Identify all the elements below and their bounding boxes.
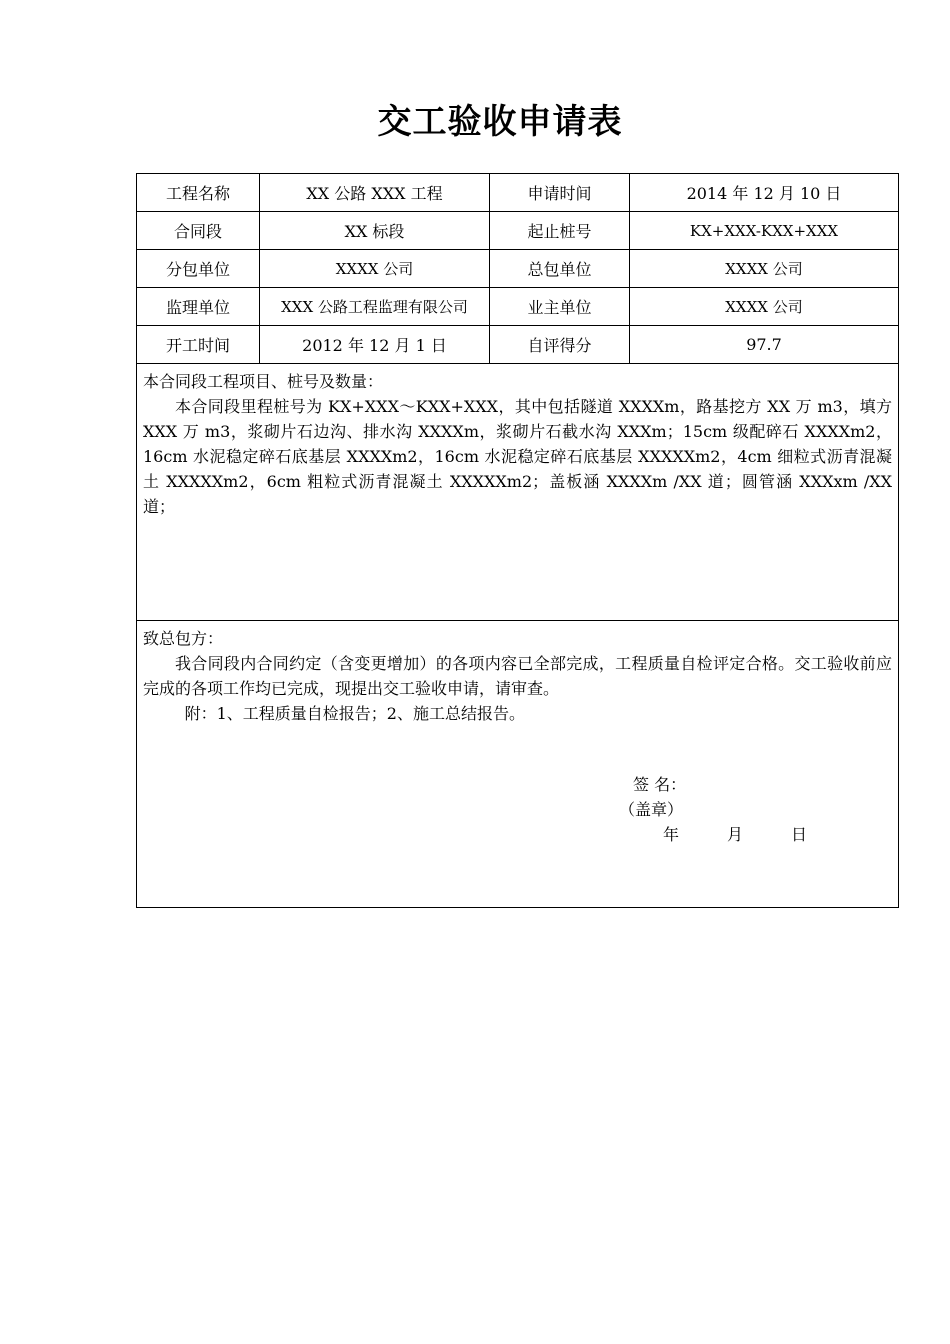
table-row <box>137 174 899 212</box>
field-value-project-name: XX 公路 XXX 工程 <box>260 174 490 212</box>
field-label-start-date: 开工时间 <box>137 326 260 364</box>
field-label-contract-section: 合同段 <box>137 212 260 250</box>
seal-label: （盖章） <box>619 800 684 819</box>
table-row <box>137 621 899 908</box>
field-value-chainage: KX+XXX-KXX+XXX <box>630 212 899 250</box>
field-label-chainage: 起止桩号 <box>490 212 630 250</box>
field-label-supervisor: 监理单位 <box>137 288 260 326</box>
field-value-subcontractor: XXXX 公司 <box>260 250 490 288</box>
approval-body: 我合同段内合同约定（含变更增加）的各项内容已全部完成，工程质量自检评定合格。交工验收前应完成的各项工作均已完成，现提出交工验收申请，请审查。 <box>143 654 892 698</box>
application-form-table <box>136 173 899 908</box>
table-row <box>137 250 899 288</box>
field-label-general-contractor: 总包单位 <box>490 250 630 288</box>
field-label-project-name: 工程名称 <box>137 174 260 212</box>
table-row <box>137 212 899 250</box>
approval-attachments: 附：1、工程质量自检报告；2、施工总结报告。 <box>184 704 525 723</box>
field-value-application-date: 2014 年 12 月 10 日 <box>630 174 899 212</box>
scope-heading: 本合同段工程项目、桩号及数量： <box>143 372 384 391</box>
scope-body: 本合同段里程桩号为 KX+XXX～KXX+XXX，其中包括隧道 XXXXm，路基挖方 XX 万 m3，填方 XXX 万 m3，浆砌片石边沟、排水沟 XXXXm，浆砌片石截水沟 XXXm；15cm 级配碎石 XXXXm2，16cm 水泥稳定碎石底基层 XXXXm2，16cm 水泥稳定碎石底基层 XXXXXm2，4cm 细粒式沥青混凝土 XXXXXm2，6cm 粗粒式沥青混凝土 XXXXXm2；盖板涵 XXXXm /XX 道；圆管涵 XXXxm /XX 道； <box>143 397 892 516</box>
field-value-owner: XXXX 公司 <box>630 288 899 326</box>
signature-date: 年 月 日 <box>663 825 808 844</box>
page-title: 交工验收申请表 <box>377 102 623 142</box>
field-value-general-contractor: XXXX 公司 <box>630 250 899 288</box>
field-value-self-score: 97.7 <box>630 326 899 364</box>
approval-addressee: 致总包方： <box>143 629 224 648</box>
signature-block <box>143 772 892 862</box>
field-label-owner: 业主单位 <box>490 288 630 326</box>
table-row <box>137 326 899 364</box>
scope-section <box>137 364 899 621</box>
signature-label: 签 名： <box>633 775 687 794</box>
field-label-subcontractor: 分包单位 <box>137 250 260 288</box>
field-value-start-date: 2012 年 12 月 1 日 <box>260 326 490 364</box>
field-label-self-score: 自评得分 <box>490 326 630 364</box>
table-row <box>137 364 899 621</box>
table-row <box>137 288 899 326</box>
field-value-supervisor: XXX 公路工程监理有限公司 <box>260 288 490 326</box>
field-value-contract-section: XX 标段 <box>260 212 490 250</box>
approval-section <box>137 621 899 908</box>
field-label-application-date: 申请时间 <box>490 174 630 212</box>
